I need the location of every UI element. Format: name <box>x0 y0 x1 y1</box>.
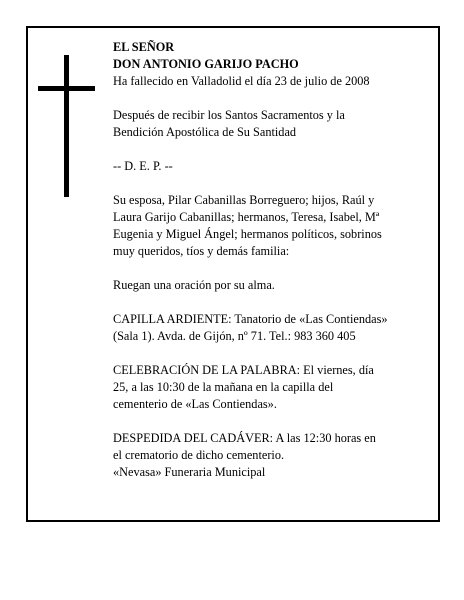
celebration-line-3: cementerio de «Las Contiendas». <box>113 397 277 411</box>
death-statement: Ha fallecido en Valladolid el día 23 de julio de 2008 <box>113 74 370 88</box>
prayer-paragraph <box>113 277 413 294</box>
farewell-line-1: DESPEDIDA DEL CADÁVER: A las 12:30 horas en <box>113 431 376 445</box>
sacraments-line-2: Bendición Apostólica de Su Santidad <box>113 125 297 139</box>
rip-paragraph <box>113 158 413 175</box>
family-paragraph <box>113 192 413 260</box>
header-paragraph <box>113 39 413 90</box>
chapel-line-2: (Sala 1). Avda. de Gijón, nº 71. Tel.: 983 360 405 <box>113 329 356 343</box>
funeral-home-line: «Nevasa» Funeraria Municipal <box>113 465 266 479</box>
prayer-text: Ruegan una oración por su alma. <box>113 278 275 292</box>
chapel-line-1: CAPILLA ARDIENTE: Tanatorio de «Las Contiendas» <box>113 312 388 326</box>
family-line-4: muy queridos, tíos y demás familia: <box>113 244 290 258</box>
family-line-2: Laura Garijo Cabanillas; hermanos, Teresa, Isabel, Mª <box>113 210 380 224</box>
celebration-paragraph <box>113 362 413 413</box>
farewell-line-2: el crematorio de dicho cementerio. <box>113 448 285 462</box>
obituary-text-block <box>113 39 413 498</box>
deceased-name: DON ANTONIO GARIJO PACHO <box>113 57 299 71</box>
cross-vertical-bar <box>64 55 69 197</box>
title-line: EL SEÑOR <box>113 40 175 54</box>
chapel-paragraph <box>113 311 413 345</box>
celebration-line-2: 25, a las 10:30 de la mañana en la capilla del <box>113 380 334 394</box>
sacraments-paragraph <box>113 107 413 141</box>
cross-horizontal-bar <box>38 86 95 91</box>
family-line-3: Eugenia y Miguel Ángel; hermanos políticos, sobrinos <box>113 227 382 241</box>
celebration-line-1: CELEBRACIÓN DE LA PALABRA: El viernes, día <box>113 363 374 377</box>
family-line-1: Su esposa, Pilar Cabanillas Borreguero; hijos, Raúl y <box>113 193 375 207</box>
rip-text: -- D. E. P. -- <box>113 159 173 173</box>
sacraments-line-1: Después de recibir los Santos Sacramentos y la <box>113 108 345 122</box>
farewell-paragraph <box>113 430 413 481</box>
